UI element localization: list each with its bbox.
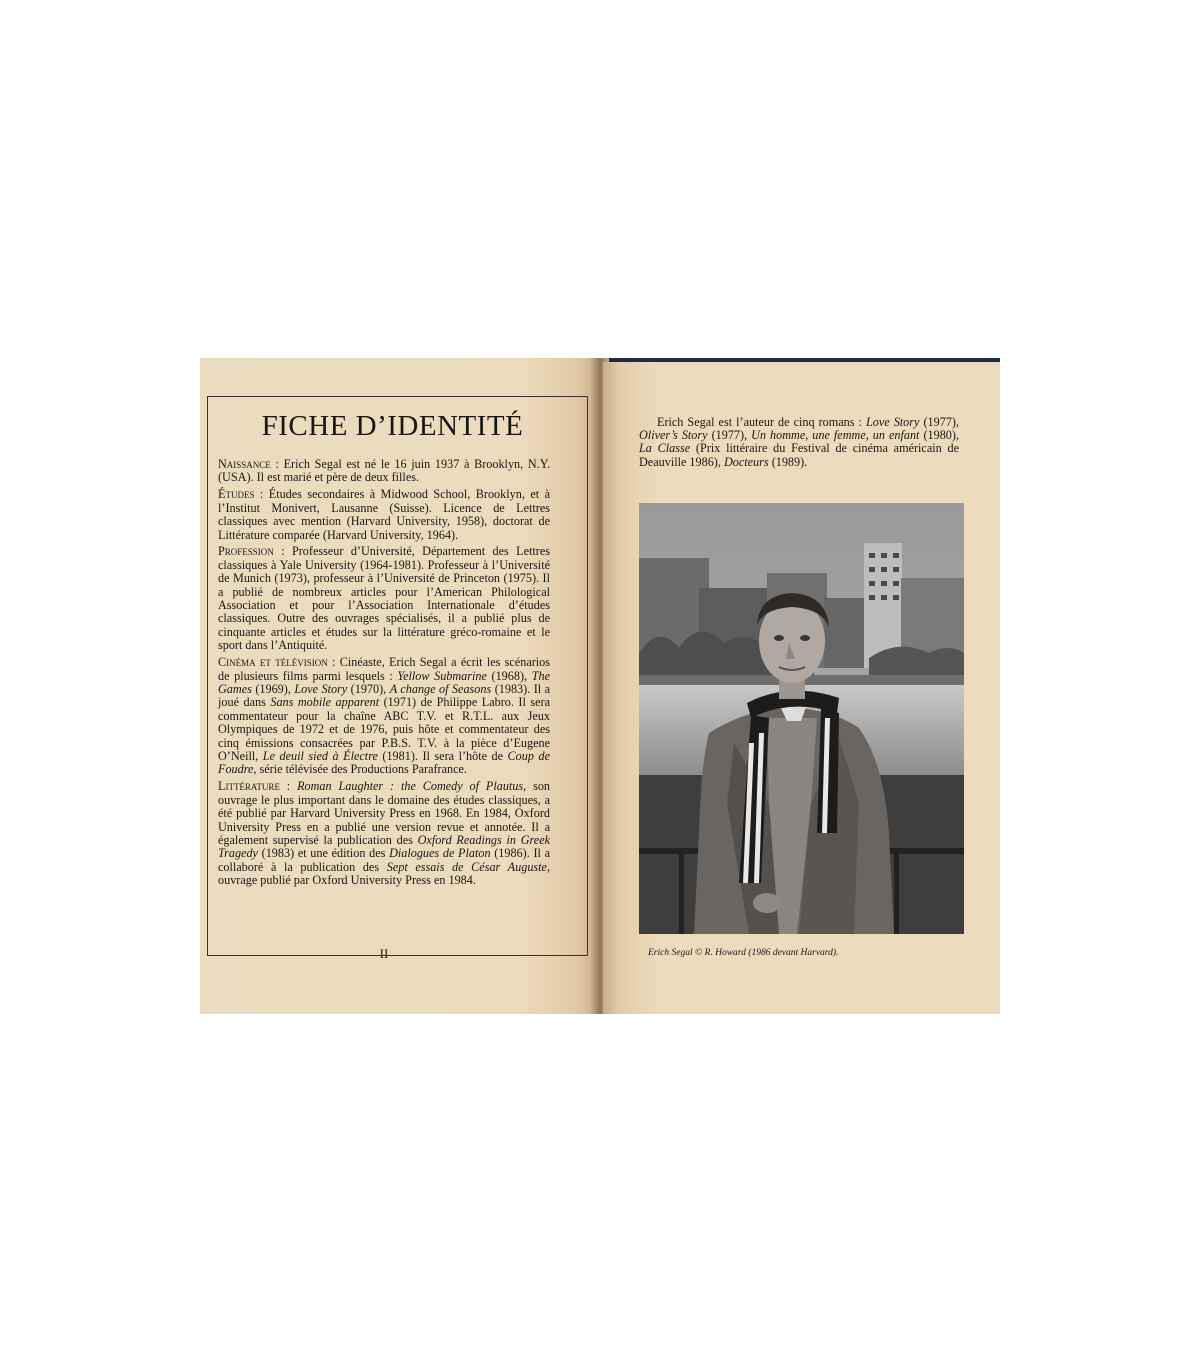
section-text: (1983) et une édition des	[257, 846, 390, 861]
section-cinema-television	[218, 656, 550, 777]
section-text: (1981). Il sera l’hôte de	[377, 749, 508, 764]
section-label: Cinéma et télévision	[218, 655, 328, 670]
novel-title: Oliver’s Story	[639, 428, 708, 443]
work-title: Dialogues de Platon	[389, 846, 491, 861]
photo-caption: Erich Segal © R. Howard (1986 devant Harvard).	[648, 948, 839, 958]
section-text: :	[279, 779, 298, 794]
novel-title: La Classe	[639, 441, 691, 456]
section-text: : Professeur d’Université, Département des Lettres classiques à Yale University (1964-1981). Professeur à l’Université de Munich (1973), professeur à l’Université de Princeton (1975). Il a publié de nombreux articles pour l’American Philological Association et pour l’Association Internationale d’études classiques. Outre des ouvrages spécialisés, il a publié plus de cinquante articles et études sur la littérature gréco-romaine et le sport dans l’Antiquité.	[218, 544, 550, 653]
work-title: The Games	[218, 668, 550, 696]
bio-text: (Prix littéraire du Festival de cinéma américain de Deauville 1986),	[639, 441, 959, 469]
section-text: (1969),	[251, 682, 295, 696]
book-spread	[200, 358, 1000, 1014]
section-profession	[218, 545, 550, 652]
section-text: : Erich Segal est né le 16 juin 1937 à Brooklyn, N.Y. (USA). Il est marié et père de deux filles.	[218, 457, 550, 485]
section-litterature	[218, 780, 550, 887]
bio-text: Erich Segal est l’auteur de cinq romans :	[657, 415, 866, 429]
section-label: Naissance	[218, 457, 271, 471]
work-title: Le deuil sied à Électre	[262, 749, 378, 764]
section-text: (1986). Il a collaboré à la publication des	[218, 846, 550, 874]
section-text: (1970),	[347, 682, 390, 696]
page-title: FICHE D’IDENTITÉ	[261, 410, 524, 442]
bio-text: (1980),	[919, 428, 960, 443]
page-number: II	[379, 946, 389, 961]
section-label: Profession	[218, 544, 274, 559]
work-title: Sans mobile apparent	[270, 695, 380, 710]
author-photo	[639, 503, 964, 934]
work-title: Love Story	[294, 682, 348, 696]
section-label: Littérature	[218, 779, 280, 794]
section-etudes	[218, 488, 550, 542]
section-label: Études	[218, 487, 255, 502]
left-page	[200, 358, 597, 1014]
novel-title: Love Story	[865, 415, 920, 429]
section-text: série télévisée des Productions Parafrance.	[256, 762, 467, 777]
section-text: ouvrage publié par Oxford University Press en 1984.	[218, 873, 476, 888]
section-text: : Cinéaste, Erich Segal a écrit les scénarios de plusieurs films parmi lesquels :	[218, 655, 551, 683]
work-title: Roman Laughter : the Comedy of Plautus,	[297, 779, 527, 794]
work-title: Oxford Readings in Greek Tragedy	[218, 832, 551, 861]
section-text: (1983). Il a joué dans	[218, 682, 551, 710]
work-title: Coup de Foudre,	[218, 749, 550, 777]
author-bio	[639, 416, 959, 469]
section-text: son ouvrage le plus important dans le domaine des études classiques, a été publié par Harvard University Press en 1968. En 1984, Oxford University Press en a publié une version revue et annotée. Il a également supervisé la publication des	[218, 779, 551, 847]
bio-text: (1977),	[707, 428, 752, 443]
work-title: A change of Seasons	[389, 682, 492, 696]
author-photo-image	[639, 503, 964, 934]
fiche-body	[218, 458, 550, 891]
work-title: Sept essais de César Auguste,	[386, 859, 550, 874]
novel-title: Un homme, une femme, un enfant	[751, 428, 920, 443]
section-text: (1971) de Philippe Labro. Il sera commentateur pour la chaîne ABC T.V. et R.T.L. aux Jeux Olympiques de 1972 et de 1976, puis hôte et commentateur des cinq émissions consacrées par P.B.S. T.V. à la pièce d’Eugene O’Neill,	[218, 695, 550, 764]
bio-text: (1989).	[768, 454, 808, 469]
section-naissance	[218, 458, 550, 485]
section-text: : Études secondaires à Midwood School, Brooklyn, et à l’Institut Monivert, Lausanne (Suisse). Licence de Lettres classiques avec mention (Harvard University, 1958), doctorat de Littérature comparée (Harvard University, 1964).	[218, 487, 550, 542]
work-title: Yellow Submarine	[397, 668, 487, 683]
bio-text: (1977),	[919, 415, 960, 429]
novel-title: Docteurs	[723, 454, 769, 469]
section-text: (1968),	[486, 668, 532, 683]
bio-paragraph	[639, 416, 959, 469]
right-page	[603, 362, 1000, 1014]
